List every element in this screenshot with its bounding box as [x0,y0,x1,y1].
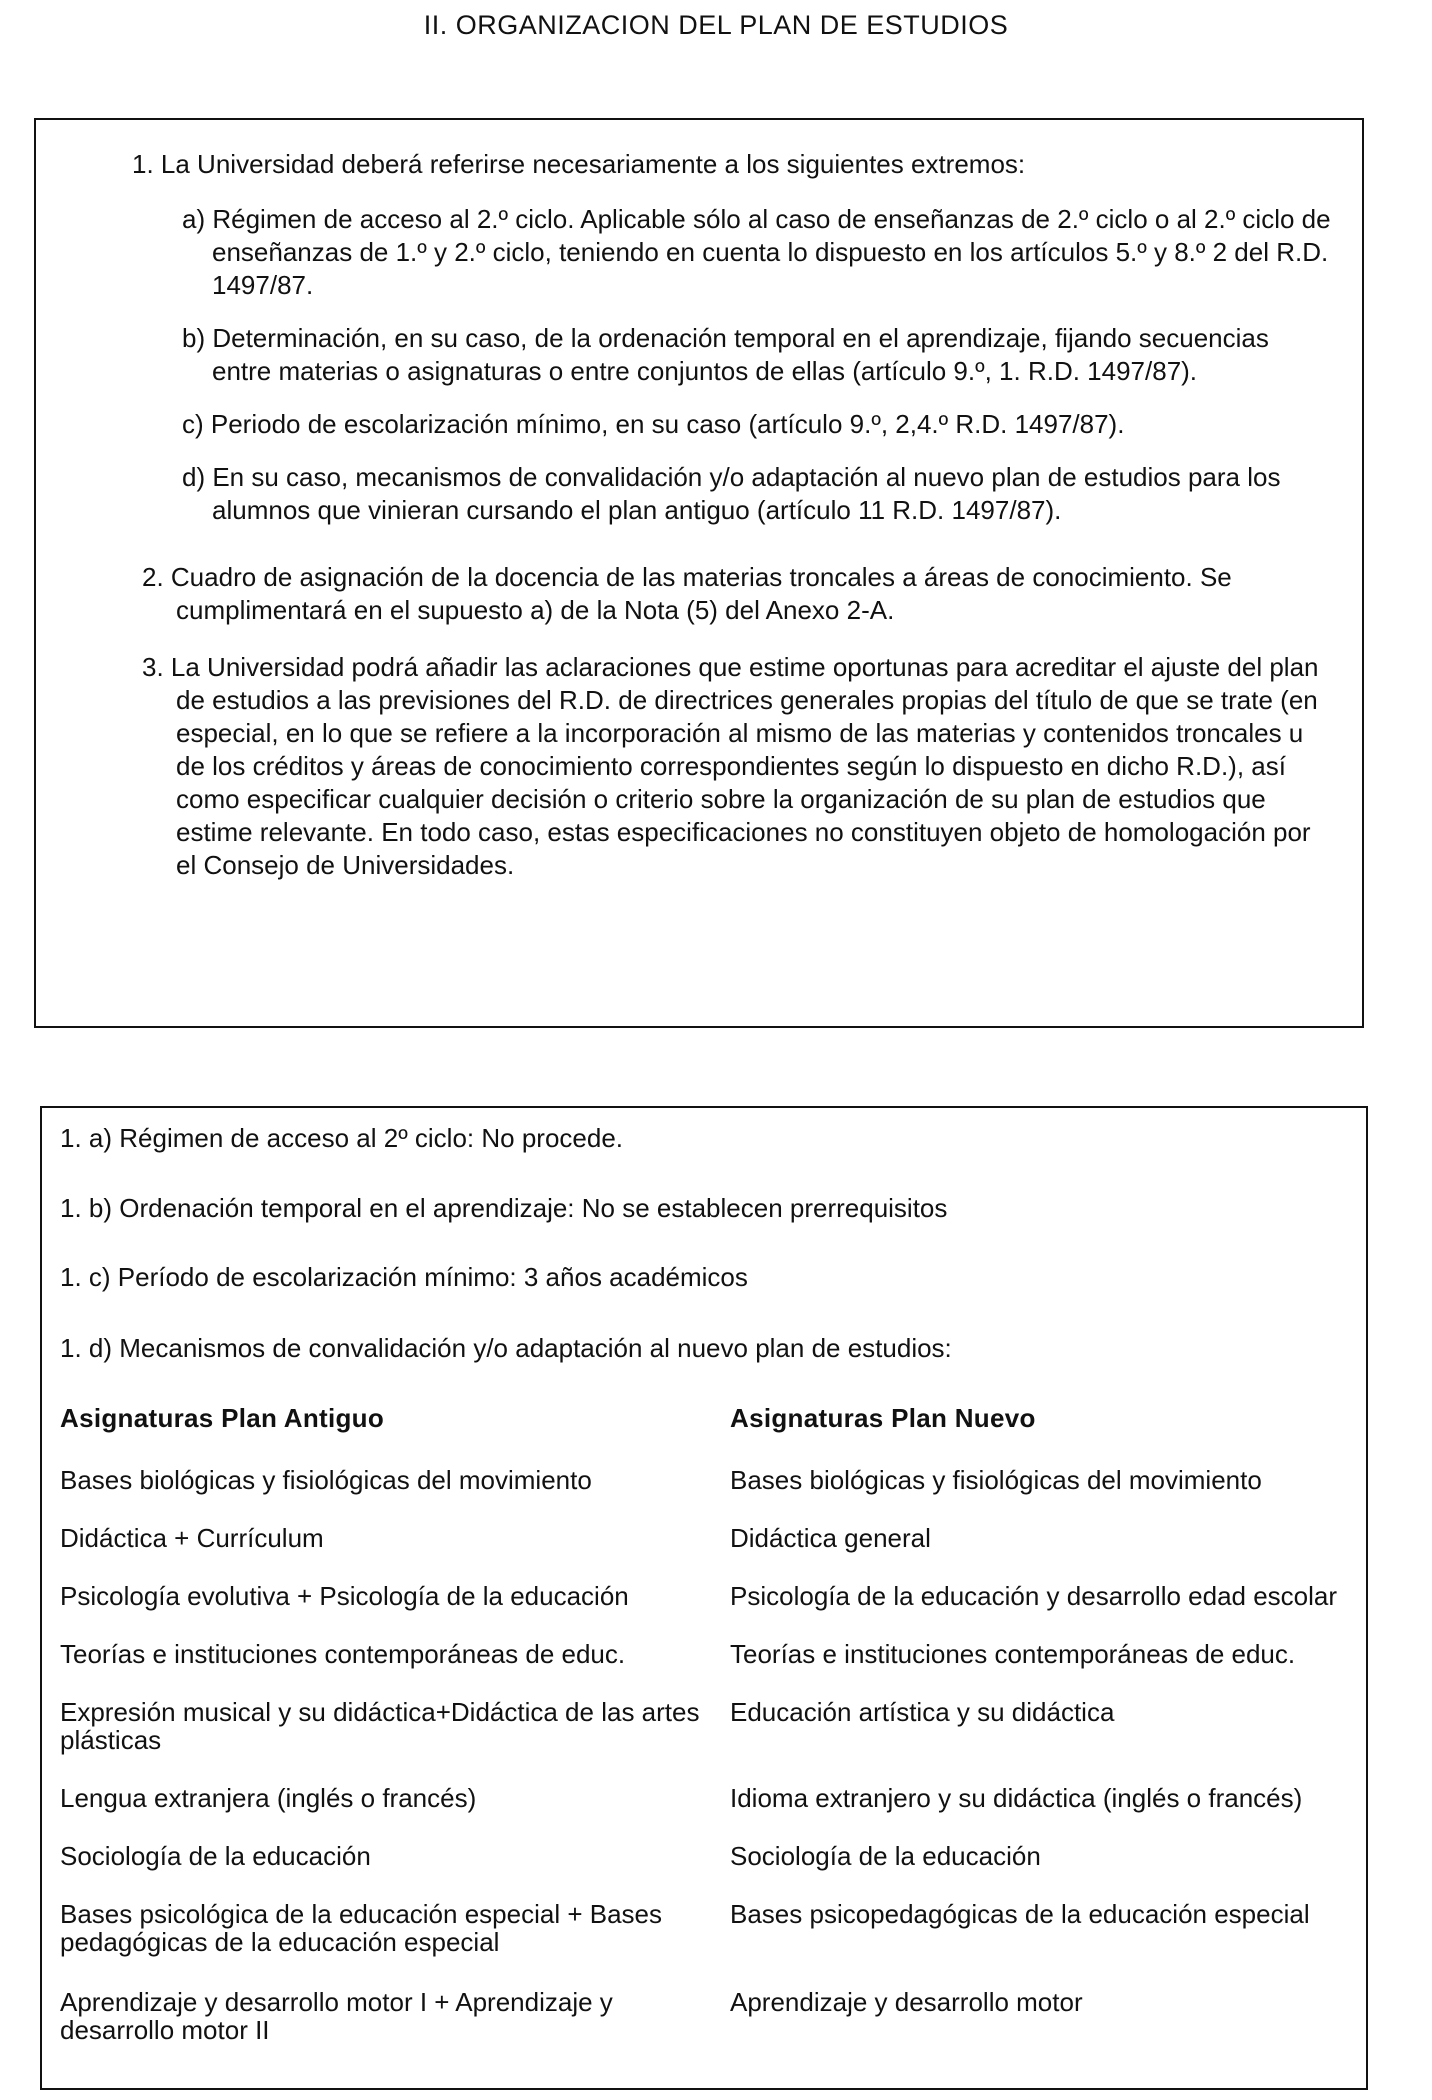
cell-old-plan: Aprendizaje y desarrollo motor I + Aprendizaje y desarrollo motor II [60,1987,613,2045]
item-3: 3. La Universidad podrá añadir las aclaraciones que estime oportunas para acreditar el ajuste del plan de estudios a las previsiones del R.D. de directrices generales propias del título de que se trate (en especial, en lo que se refiere a la incorporación al mismo de las materias y contenidos troncales u de los créditos y áreas de conocimiento correspondientes según lo dispuesto en dicho R.D.), así como especificar cualquier decisión o criterio sobre la organización de su plan de estudios que estime relevante. En todo caso, estas especificaciones no constituyen objeto de homologación por el Consejo de Universidades. [142,652,1319,880]
cell-new-plan: Aprendizaje y desarrollo motor [730,1987,1083,2017]
cell-new-plan: Educación artística y su didáctica [730,1697,1115,1727]
cell-new-plan: Didáctica general [730,1523,931,1553]
cell-new-plan: Psicología de la educación y desarrollo edad escolar [730,1581,1338,1611]
requirements-items [142,561,1332,882]
requirements-subitems [182,203,1332,527]
cell-old-plan: Psicología evolutiva + Psicología de la educación [60,1581,629,1611]
answer-1a: 1. a) Régimen de acceso al 2º ciclo: No procede. [60,1123,624,1153]
subitem-d: d) En su caso, mecanismos de convalidación y/o adaptación al nuevo plan de estudios para los alumnos que vinieran cursando el plan antiguo (artículo 11 R.D. 1497/87). [182,462,1281,525]
cell-old-plan: Sociología de la educación [60,1841,371,1871]
cell-old-plan: Bases psicológica de la educación especial + Bases pedagógicas de la educación especial [60,1899,662,1957]
subitem-b: b) Determinación, en su caso, de la ordenación temporal en el aprendizaje, fijando secuencias entre materias o asignaturas o entre conjuntos de ellas (artículo 9.º, 1. R.D. 1497/87). [182,323,1269,386]
item-2: 2. Cuadro de asignación de la docencia de las materias troncales a áreas de conocimiento. Se cumplimentará en el supuesto a) de la Nota (5) del Anexo 2-A. [142,562,1232,625]
cell-new-plan: Teorías e instituciones contemporáneas de educ. [730,1639,1296,1669]
cell-old-plan: Lengua extranjera (inglés o francés) [60,1783,477,1813]
requirements-intro: 1. La Universidad deberá referirse necesariamente a los siguientes extremos: [132,149,1026,179]
page-title: II. ORGANIZACION DEL PLAN DE ESTUDIOS [423,10,1009,40]
cell-new-plan: Bases biológicas y fisiológicas del movimiento [730,1465,1262,1495]
cell-old-plan: Didáctica + Currículum [60,1523,324,1553]
answer-1c: 1. c) Período de escolarización mínimo: 3 años académicos [60,1262,748,1292]
table-header-new-plan: Asignaturas Plan Nuevo [730,1403,1036,1433]
cell-old-plan: Teorías e instituciones contemporáneas de educ. [60,1639,626,1669]
answers-box [40,1106,1368,2090]
answer-1b: 1. b) Ordenación temporal en el aprendizaje: No se establecen prerrequisitos [60,1193,948,1223]
cell-old-plan: Bases biológicas y fisiológicas del movimiento [60,1465,592,1495]
cell-new-plan: Idioma extranjero y su didáctica (inglés o francés) [730,1783,1303,1813]
answer-1d: 1. d) Mecanismos de convalidación y/o adaptación al nuevo plan de estudios: [60,1333,952,1363]
cell-old-plan: Expresión musical y su didáctica+Didáctica de las artes plásticas [60,1697,700,1755]
subitem-a: a) Régimen de acceso al 2.º ciclo. Aplicable sólo al caso de enseñanzas de 2.º ciclo o al 2.º ciclo de enseñanzas de 1.º y 2.º ciclo, teniendo en cuenta lo dispuesto en los artículos 5.º y 8.º 2 del R.D. 1497/87. [182,204,1331,300]
cell-new-plan: Sociología de la educación [730,1841,1041,1871]
subitem-c: c) Periodo de escolarización mínimo, en su caso (artículo 9.º, 2,4.º R.D. 1497/87). [182,409,1125,439]
cell-new-plan: Bases psicopedagógicas de la educación especial [730,1899,1310,1929]
table-header-old-plan: Asignaturas Plan Antiguo [60,1403,385,1433]
requirements-box [34,118,1364,1028]
